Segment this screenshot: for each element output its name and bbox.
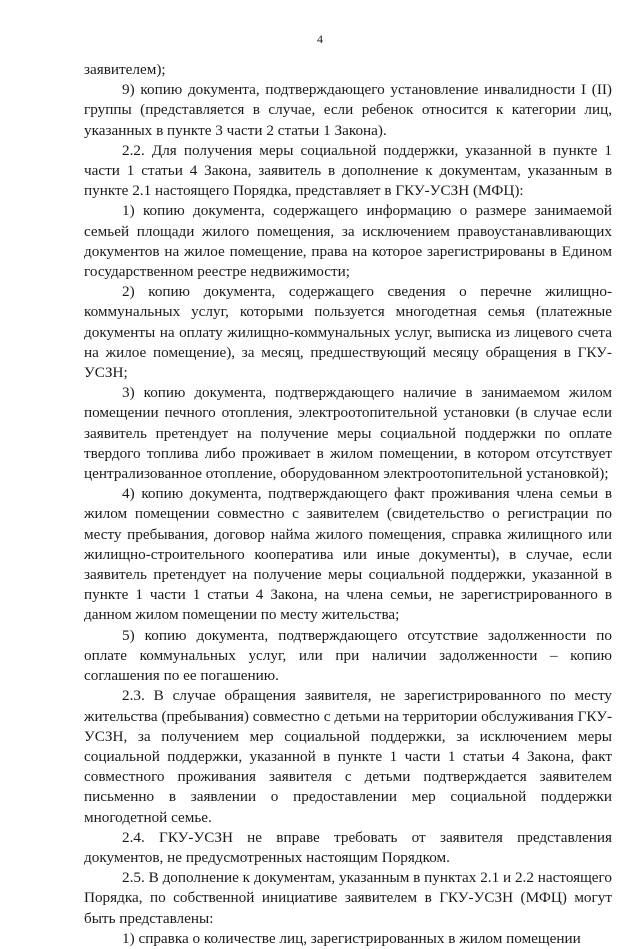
paragraph-2-2-item-1: 1) копию документа, содержащего информацию о размере занимаемой семьей площади жилого помещения, за исключением правоустанавливающих документов на жилое помещение, права на которое зарегистрированы в Едином государственном реестре недвижимости; (84, 202, 612, 281)
paragraph-2-5-item-1: 1) справка о количестве лиц, зарегистрированных в жилом помещении (122, 929, 581, 947)
paragraph-2-2-item-2: 2) копию документа, содержащего сведения о перечне жилищно-коммунальных услуг, которыми пользуется многодетная семья (платежные документы на оплату жилищно-коммунальных услуг, выписка из лицевого счета на жилое помещение), за месяц, предшествующий месяцу обращения в ГКУ-УСЗН; (84, 283, 612, 382)
paragraph-item-9: 9) копию документа, подтверждающего установление инвалидности I (II) группы (представляется в случае, если ребенок относится к категории лиц, указанных в пункте 3 части 2 статьи 1 Закона). (84, 81, 612, 139)
document-body (84, 60, 612, 949)
paragraph-2-4: 2.4. ГКУ-УСЗН не вправе требовать от заявителя представления документов, не предусмотренных настоящим Порядком. (84, 828, 612, 866)
paragraph-2-5: 2.5. В дополнение к документам, указанным в пунктах 2.1 и 2.2 настоящего Порядка, по собственной инициативе заявителем в ГКУ-УСЗН (МФЦ) могут быть представлены: (84, 869, 612, 927)
paragraph-2-2-item-4: 4) копию документа, подтверждающего факт проживания члена семьи в жилом помещении совместно с заявителем (свидетельство о регистрации по месту пребывания, договор найма жилого помещения, справка жилищного или жилищно-строительного кооператива или иные документы), в случае, если заявитель претендует на получение меры социальной поддержки, указанной в пункте 1 части 1 статьи 4 Закона, на члена семьи, не зарегистрированного в данном жилом помещении по месту жительства; (84, 485, 612, 624)
paragraph-2-3: 2.3. В случае обращения заявителя, не зарегистрированного по месту жительства (пребывания) совместно с детьми на территории обслуживания ГКУ-УСЗН, за получением мер социальной поддержки, за исключением меры социальной поддержки, указанной в пункте 1 части 1 статьи 4 Закона, факт совместного проживания заявителя с детьми подтверждается заявителем письменно в заявлении о предоставлении мер социальной поддержки многодетной семье. (84, 687, 612, 826)
paragraph-2-2-item-3: 3) копию документа, подтверждающего наличие в занимаемом жилом помещении печного отопления, электроотопительной установки (в случае если заявитель претендует на получение меры социальной поддержки по оплате твердого топлива либо проживает в жилом помещении, в котором отсутствует централизованное отопление, оборудованном электроотопительной установкой); (84, 384, 612, 483)
paragraph-2-2: 2.2. Для получения меры социальной поддержки, указанной в пункте 1 части 1 статьи 4 Закона, заявитель в дополнение к документам, указанным в пункте 2.1 настоящего Порядка, представляет в ГКУ-УСЗН (МФЦ): (84, 141, 612, 200)
page-number: 4 (317, 32, 323, 46)
paragraph-2-2-item-5: 5) копию документа, подтверждающего отсутствие задолженности по оплате коммунальных услуг, или при наличии задолженности – копию соглашения по ее погашению. (84, 626, 612, 685)
paragraph-continuation: заявителем); (84, 61, 166, 78)
